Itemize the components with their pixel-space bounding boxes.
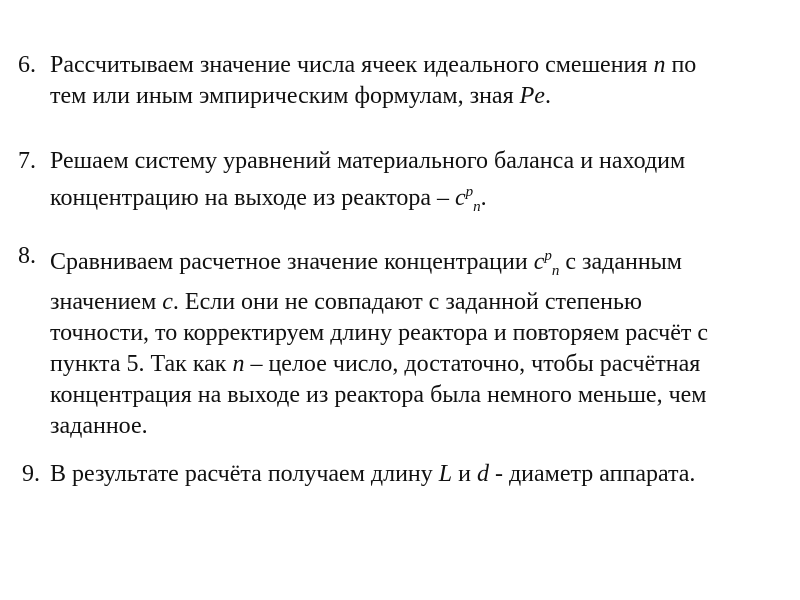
text-line: заданное. <box>50 413 148 439</box>
variable-c: c <box>533 249 545 275</box>
text-line <box>50 177 790 223</box>
text-run: и <box>452 461 477 487</box>
variable-pe: Pe <box>519 83 545 109</box>
text-line <box>50 50 790 81</box>
text-run: . <box>480 185 487 211</box>
item-number: 7. <box>18 148 36 174</box>
variable-n: n <box>653 52 666 78</box>
superscript-p: p <box>465 184 474 200</box>
text-run: с заданным <box>559 249 682 275</box>
variable-l: L <box>438 461 453 487</box>
text-line: точности, то корректируем длину реактора и повторяем расчёт с <box>50 320 708 346</box>
text-run: В результате расчёта получаем длину <box>50 461 439 487</box>
variable-d: d <box>476 461 489 487</box>
text-run: пункта 5. Так как <box>50 351 233 377</box>
variable-c: c <box>162 289 173 315</box>
text-run: - диаметр аппарата. <box>488 461 696 487</box>
text-run: . Если они не совпадают с заданной степенью <box>172 289 642 315</box>
text-run: – целое число, достаточно, чтобы расчётная <box>244 351 701 377</box>
variable-c: c <box>454 185 466 211</box>
item-text <box>50 146 790 223</box>
text-line <box>50 241 790 287</box>
item-number: 9. <box>22 461 40 487</box>
text-run: . <box>544 83 551 109</box>
text-run: Сравниваем расчетное значение концентрации <box>50 249 534 275</box>
text-line <box>50 287 790 318</box>
text-line <box>50 81 790 112</box>
text-line <box>50 459 790 490</box>
item-number: 8. <box>18 243 36 269</box>
text-run: Рассчитываем значение числа ячеек идеального смешения <box>50 52 654 78</box>
item-text <box>50 241 790 442</box>
text-line <box>50 349 790 380</box>
subscript-n: n <box>473 199 481 215</box>
superscript-p: p <box>544 248 552 264</box>
text-run: значением <box>50 289 163 315</box>
subscript-n: n <box>551 263 560 279</box>
variable-n: n <box>232 351 245 377</box>
text-line: концентрация на выходе из реактора была немного меньше, чем <box>50 382 707 408</box>
item-text <box>50 459 790 490</box>
text-run: тем или иным эмпирическим формулам, зная <box>50 83 520 109</box>
text-run: по <box>665 52 697 78</box>
text-line: Решаем систему уравнений материального баланса и находим <box>50 148 686 174</box>
item-number: 6. <box>18 52 36 78</box>
item-text <box>50 50 790 112</box>
text-run: концентрацию на выходе из реактора – <box>50 185 455 211</box>
